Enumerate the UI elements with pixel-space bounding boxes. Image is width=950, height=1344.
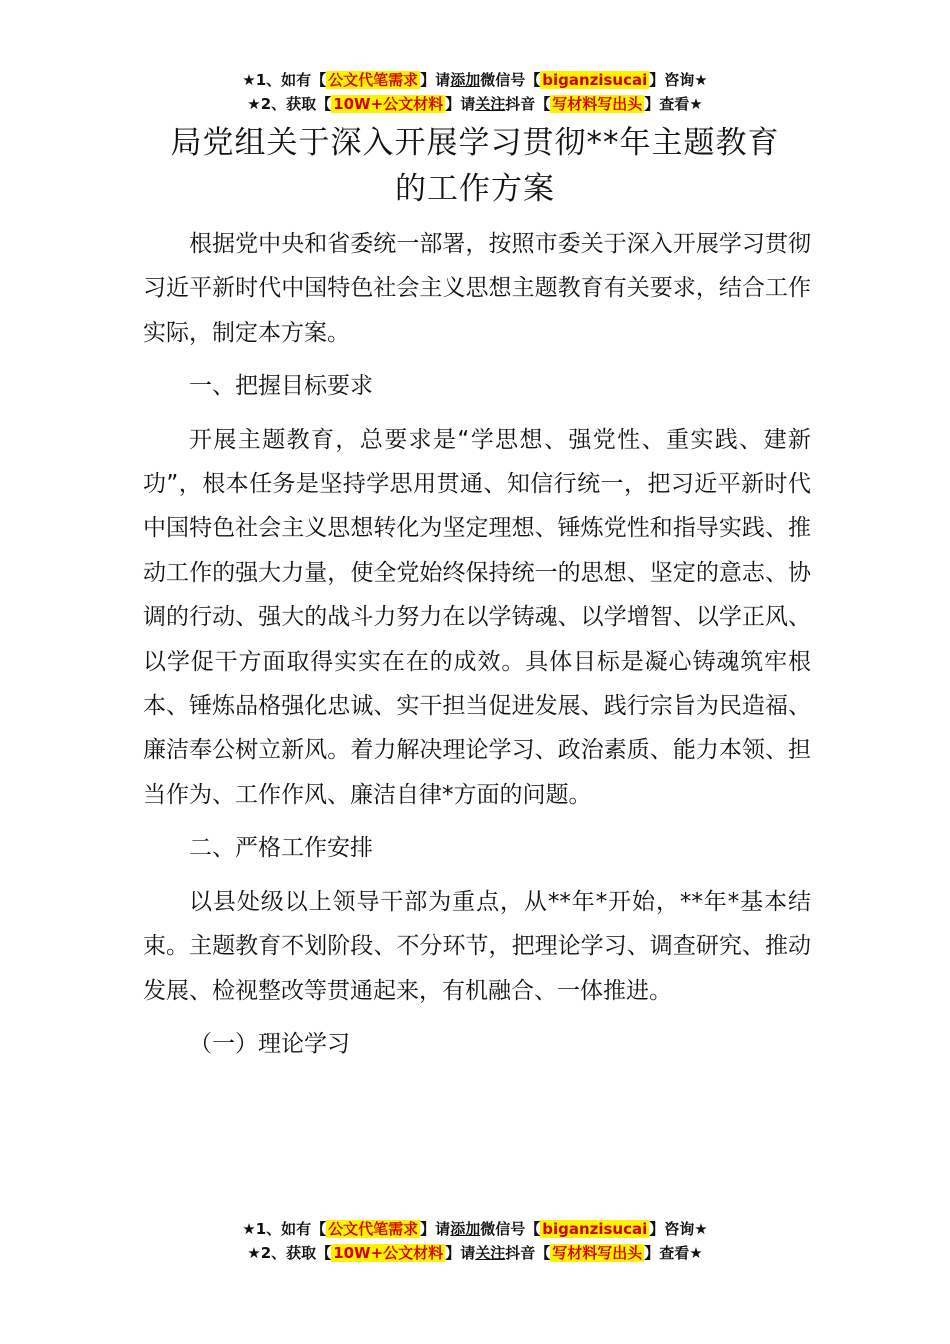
banner-text: 抖音【: [505, 95, 551, 113]
banner-emphasis: 关注: [475, 95, 506, 113]
highlight-wechat-id: biganzisucai: [542, 71, 648, 89]
banner-text: ★1、如有【: [242, 71, 327, 89]
section-heading-1: 一、把握目标要求: [189, 373, 373, 400]
banner-line-2: [0, 92, 950, 116]
highlight-wechat-id: biganzisucai: [542, 1220, 648, 1238]
banner-text: 】查看★: [644, 1244, 703, 1262]
banner-text: ★2、获取【: [247, 95, 332, 113]
section-1-paragraph: 开展主题教育，总要求是“学思想、强党性、重实践、建新功”，根本任务是坚持学思用贯通、知信行统一，把习近平新时代中国特色社会主义思想转化为坚定理想、锤炼党性和指导实践、推动工作的强大力量，使全党始终保持统一的思想、坚定的意志、协调的行动、强大的战斗力努力在以学铸魂、以学增智、以学正风、以学促干方面取得实实在在的成效。具体目标是凝心铸魂筑牢根本、锤炼品格强化忠诚、实干担当促进发展、践行宗旨为民造福、廉洁奉公树立新风。着力解决理论学习、政治素质、能力本领、担当作为、工作作风、廉洁自律*方面的问题。: [143, 426, 811, 808]
title-line-1: 局党组关于深入开展学习贯彻**年主题教育: [170, 125, 780, 161]
banner-text: 】请: [445, 1244, 476, 1262]
banner-text: 】查看★: [644, 95, 703, 113]
highlight-ghostwriting: 公文代笔需求: [328, 1220, 419, 1238]
highlight-ghostwriting: 公文代笔需求: [328, 71, 419, 89]
banner-line-1: [0, 68, 950, 92]
banner-text: 】咨询★: [649, 71, 708, 89]
banner-text: 微信号【: [480, 71, 541, 89]
banner-text: 微信号【: [480, 1220, 541, 1238]
banner-text: 】请: [420, 71, 451, 89]
highlight-douyin-account: 写材料写出头: [552, 95, 643, 113]
document-title: [0, 120, 950, 212]
banner-text: 抖音【: [505, 1244, 551, 1262]
header-banner: [0, 68, 950, 116]
banner-text: ★2、获取【: [247, 1244, 332, 1262]
banner-emphasis: 关注: [475, 1244, 506, 1262]
banner-emphasis: 添加: [450, 1220, 481, 1238]
highlight-materials: 10W+公文材料: [333, 1244, 444, 1262]
highlight-douyin-account: 写材料写出头: [552, 1244, 643, 1262]
banner-emphasis: 添加: [450, 71, 481, 89]
intro-paragraph: 根据党中央和省委统一部署，按照市委关于深入开展学习贯彻习近平新时代中国特色社会主义思想主题教育有关要求，结合工作实际，制定本方案。: [143, 231, 811, 346]
section-2-paragraph: 以县处级以上领导干部为重点，从**年*开始，**年*基本结束。主题教育不划阶段、不分环节，把理论学习、调查研究、推动发展、检视整改等贯通起来，有机融合、一体推进。: [143, 888, 811, 1004]
banner-line-1: [0, 1217, 950, 1241]
document-body: [143, 222, 811, 1066]
footer-banner: [0, 1217, 950, 1265]
banner-line-2: [0, 1241, 950, 1265]
subsection-heading-1: （一）理论学习: [189, 1030, 350, 1057]
section-heading-2: 二、严格工作安排: [189, 835, 373, 862]
banner-text: ★1、如有【: [242, 1220, 327, 1238]
banner-text: 】请: [420, 1220, 451, 1238]
banner-text: 】请: [445, 95, 476, 113]
banner-text: 】咨询★: [649, 1220, 708, 1238]
title-line-2: 的工作方案: [395, 171, 555, 207]
highlight-materials: 10W+公文材料: [333, 95, 444, 113]
